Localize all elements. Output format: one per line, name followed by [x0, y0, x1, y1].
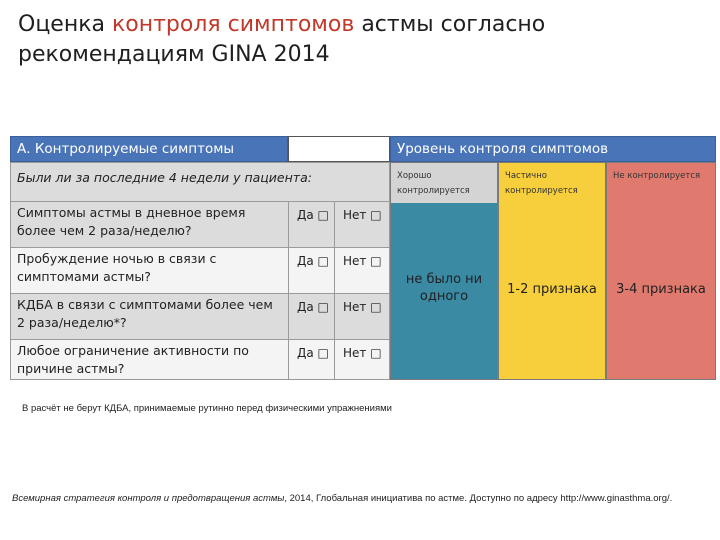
- symptom-text: Любое ограничение активности по причине астмы?: [11, 340, 289, 379]
- footnote: В расчёт не берут КДБА, принимаемые рутинно перед физическими упражнениями: [22, 403, 392, 414]
- no-checkbox[interactable]: Нет □: [343, 254, 382, 268]
- level-value: не было ни одного: [405, 272, 483, 304]
- page-title: [18, 10, 698, 70]
- symptom-row: [10, 248, 390, 294]
- source-title: Всемирная стратегия контроля и предотвращения астмы: [12, 493, 285, 504]
- symptom-row: [10, 202, 390, 248]
- yes-checkbox[interactable]: Да □: [289, 202, 335, 247]
- level-head: Частично контролируется: [505, 171, 578, 196]
- no-checkbox[interactable]: Нет □: [343, 346, 382, 360]
- title-part1: Оценка: [18, 12, 112, 37]
- level-value: 3-4 признака: [616, 282, 706, 297]
- level-value: 1-2 признака: [507, 282, 597, 297]
- header-control-level: Уровень контроля симптомов: [390, 136, 716, 162]
- yes-checkbox[interactable]: Да □: [289, 294, 335, 339]
- symptom-text: Симптомы астмы в дневное время более чем 2 раза/неделю?: [11, 202, 289, 247]
- level-head: Не контролируется: [613, 171, 701, 181]
- source-rest: , 2014, Глобальная инициатива по астме. Доступно по адресу http://www.ginasthma.org/.: [284, 493, 673, 504]
- title-highlight: контроля симптомов: [111, 12, 355, 37]
- header-controlled-symptoms: А. Контролируемые симптомы: [10, 136, 288, 162]
- yes-checkbox[interactable]: Да □: [289, 248, 335, 293]
- symptom-text: Пробуждение ночью в связи с симптомами астмы?: [11, 248, 289, 293]
- header-spacer: [288, 136, 390, 162]
- level-well-controlled: [390, 162, 498, 380]
- symptom-row: [10, 340, 390, 380]
- yes-checkbox[interactable]: Да □: [289, 340, 335, 379]
- source-citation: [12, 492, 702, 505]
- no-checkbox[interactable]: Нет □: [343, 300, 382, 314]
- symptom-text: КДБА в связи с симптомами более чем 2 раза/неделю*?: [11, 294, 289, 339]
- symptom-row: [10, 294, 390, 340]
- title-part2: астмы согласно рекомендациям GINA 2014: [18, 12, 546, 67]
- level-partly-controlled: [498, 162, 606, 380]
- question-row: Были ли за последние 4 недели у пациента:: [10, 162, 390, 202]
- no-checkbox[interactable]: Нет □: [343, 208, 382, 222]
- level-uncontrolled: [606, 162, 716, 380]
- level-head: Хорошо контролируется: [397, 171, 470, 196]
